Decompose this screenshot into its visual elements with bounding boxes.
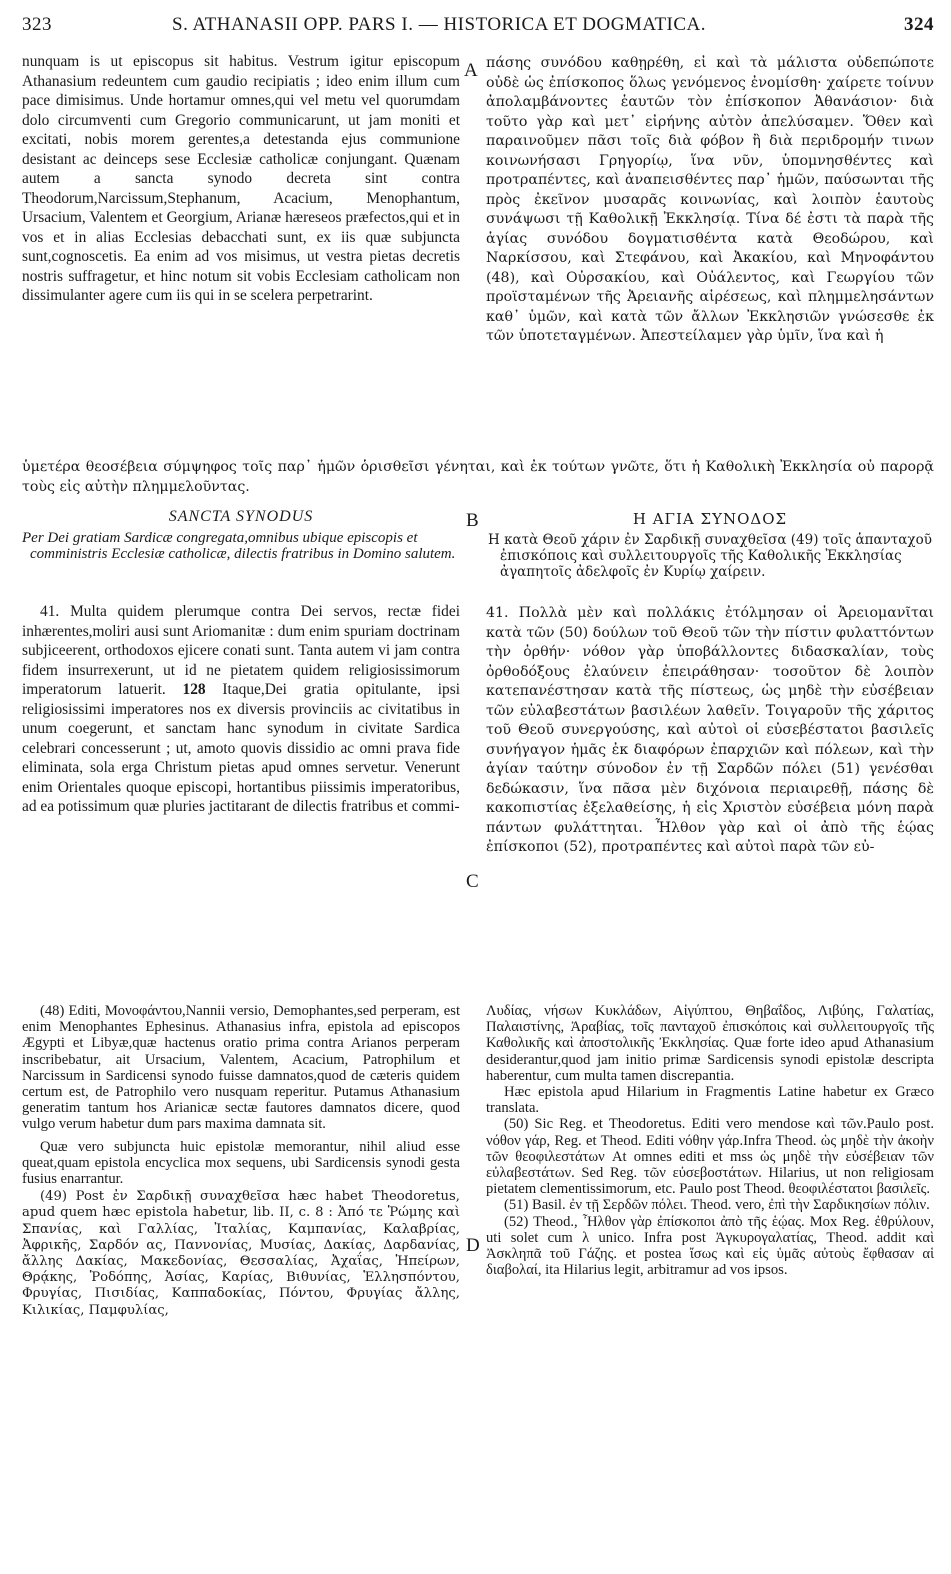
note-52: (52) Theod., Ἦλθον γὰρ ἐπίσκοποι ἀπὸ τῆς ἑῴας. Mox Reg. ἐθρύλουν, uti solet cum λ unico. Infra post Ἀγκυρογαλατίας, Theod. addit καὶ Ἀσκληπᾶ τοῦ Γάζης. et postea ἴσως καὶ εἰς ὑμᾶς αὐτοὺς ἔφθασαν αἱ διαβολαί, ita Hilarius legit, arbitramur ad vos ipsos.: [486, 1213, 934, 1279]
running-title: S. ATHANASII OPP. PARS I. — HISTORICA ET DOGMATICA.: [172, 14, 707, 35]
latin-paragraph-a: nunquam is ut episcopus sit habitus. Vestrum igitur episcopum Athanasium redeuntem cum gaudio recipiatis ; ideo enim illum cum pace dimisimus. Unde hortamur omnes,qui vel metu vel quorumdam dolo circumventi cum Gregorio communicarunt, ut jam moniti et excitati, nobis morem gerentes,a detestanda ejus communione desistant ac deinceps sese Ecclesiæ catholicæ conjungant. Quænam autem a sancta synodo decreta sint contra Theodorum,Narcissum,Stephanum, Acacium, Menophantum, Ursacium, Valentem et Georgium, Arianæ hæreseos præfectos,qui et in vos et in alias Ecclesias debacchati sunt, ex iis quæ subjuncta sunt,cognoscetis. Ea enim ad vos misimus, ut vestra pietas decretis nostris suffragetur, et hinc notum sit vobis Ecclesiam catholicam non dissimulanter agere cum iis qui in se scelera perpetrarint.: [22, 53, 460, 304]
margin-letter-d: D: [466, 1235, 480, 1256]
greek-title: Η ΑΓΙΑ ΣΥΝΟΔΟΣ: [632, 510, 788, 528]
greek-paragraph-a: πάσης συνόδου καθῃρέθη, εἰ καὶ τὰ μάλιστα οὐδεπώποτε οὐδὲ ὡς ἐπίσκοπος ὅλως γενόμενος ἐνομίσθη· χαίρετε τοίνυν ἀπολαμβάνοντες ἑαυτῶν τὸν ἐπίσκοπον Ἀθανάσιον· διὰ τοῦτο γὰρ καὶ μετ᾽ εἰρήνης αὐτὸν ἀπελύσαμεν. Ὅθεν καὶ παραινοῦμεν πᾶσι τοῖς διὰ φόβον ἢ διὰ περιδρομήν τινων κοινωνήσασι Γρηγορίῳ, ἵνα νῦν, ὑπομνησθέντες καὶ προτραπέντες, καὶ ἀναπεισθέντες παρ᾽ ἡμῶν, παύσωνται τῆς πρὸς ἐκεῖνον μυσαρᾶς κοινωνίας, καὶ λοιπὸν ἑαυτοὺς συνάψωσι τῇ Καθολικῇ Ἐκκλησίᾳ. Τίνα δέ ἐστι τὰ παρὰ τῆς ἁγίας συνόδου δογματισθέντα κατὰ Θεοδώρου, καὶ Ναρκίσσου, καὶ Στεφάνου, καὶ Ἀκακίου, καὶ Μηνοφάντου (48), καὶ Οὐρσακίου, καὶ Οὐάλεντος, καὶ Γεωργίου τῶν προϊσταμένων τῆς Ἀρειανῆς αἱρέσεως, καὶ πλημμελησάντων καθ᾽ ὑμῶν, καὶ κατὰ τῶν ἄλλων Ἐκκλησιῶν γνώσεσθε ἐκ τῶν ὑποτεταγμένων. Ἀπεστείλαμεν γὰρ ὑμῖν, ἵνα καὶ ἡ: [486, 55, 934, 344]
greek-column-body: [486, 604, 934, 858]
latin-column-body: [22, 602, 460, 817]
latin-paragraph-41: [22, 602, 460, 817]
greek-paragraph-41: 41. Πολλὰ μὲν καὶ πολλάκις ἐτόλμησαν οἱ Ἀρειομανῖται κατὰ τῶν (50) δούλων τοῦ Θεοῦ τῶν τὴν πίστιν φυλαττόντων τὴν ὀρθήν· νόθον γὰρ ὑποβάλλοντες διδασκαλίαν, τοὺς ὀρθοδόξους ἐλαύνειν ἐπειράθησαν· τοσοῦτον δὲ λοιπὸν κατεπανέστησαν κατὰ τῆς πίστεως, ὡς μηδὲ τὴν εὐσέβειαν τῶν εὐλαβεστάτων βασιλέων λαθεῖν. Τοιγαροῦν τῆς χάριτος τοῦ Θεοῦ συνεργούσης, καὶ αὐτοὶ οἱ εὐσεβέστατοι βασιλεῖς συνήγαγον ἡμᾶς ἐκ διαφόρων ἐπαρχιῶν καὶ πόλεων, καὶ τὴν ἁγίαν ταύτην σύνοδον ἐν τῇ Σαρδῶν πόλει (51) γενέσθαι δεδώκασιν, ἵνα πᾶσα μὲν διχόνοια περιαιρεθῇ, πάσης δὲ κακοπιστίας ἐξελαθείσης, ἡ εἰς Χριστὸν εὐσέβεια μόνη παρὰ πάντων φυλάττηται. Ἦλθον γὰρ καὶ οἱ ἀπὸ τῆς ἑῴας ἐπίσκοποι (52), προτραπέντες καὶ αὐτοὶ παρὰ τῶν εὐ-: [486, 605, 934, 855]
note-49-continued: Λυδίας, νήσων Κυκλάδων, Αἰγύπτου, Θηβαΐδος, Λιβύης, Γαλατίας, Παλαιστίνης, Ἀραβίας, τοῖς πανταχοῦ ἐπισκόποις καὶ συλλειτουργοῖς τῆς Καθολικῆς καὶ ἀποστολικῆς Ἐκκλησίας. Quæ forte ideo apud Athanasium desiderantur,quod jam initio primæ Sardicensis synodi epistolæ descripta haberentur, cum multa tamen discrepantia.: [486, 1003, 934, 1084]
greek-wide-text: ὑμετέρα θεοσέβεια σύμψηφος τοῖς παρ᾽ ἡμῶν ὁρισθεῖσι γένηται, καὶ ἐκ τούτων γνῶτε, ὅτι ἡ Καθολικὴ Ἐκκλησία οὐ παρορᾷ τοὺς εἰς αὐτὴν πλημμελοῦντας.: [22, 459, 934, 495]
note-48-continued: Quæ vero subjuncta huic epistolæ memorantur, nihil aliud esse queat,quam epistola encyclica mox sequens, ubi Sardicensis synodi gesta fusius enarrantur.: [22, 1138, 460, 1188]
page-number-right: 324: [904, 14, 934, 35]
page-marker: 128: [182, 681, 206, 698]
note-51: (51) Basil. ἐν τῇ Σερδῶν πόλει. Theod. vero, ἐπὶ τὴν Σαρδικησίων πόλιν.: [504, 1197, 930, 1214]
margin-letter-a: A: [464, 60, 478, 81]
running-header: [22, 14, 934, 42]
note-48: (48) Editi, Μονοφάντου,Nannii versio, Demophantes,sed perperam, est enim Menophantes Ephesinus. Athanasius infra, epistola ad episcopos Ægypti et Libyæ,quæ hactenus oratio prima contra Arianos perperam inscribebatur, ait Ursacium, Valentem, Acacium, Patrophilum et Narcissum in Sardicensi synodo fuisse damnatos,quod de cæteris quidem certum est, de Patrophilo vero nusquam reperitur. Putamus Athanasium generatim tantum hos Arianicæ sectæ fautores damnatos dicere, quod vulgo verum habetur dum pars maxima damnata sit.: [22, 1003, 460, 1133]
latin-column-top: [22, 52, 460, 306]
note-49: (49) Post ἐν Σαρδικῇ συναχθεῖσα hæc habet Theodoretus, apud quem hæc epistola habetur, lib. II, c. 8 : Ἀπό τε Ῥώμης καὶ Σπανίας, καὶ Γαλλίας, Ἰταλίας, Καμπανίας, Καλαβρίας, Ἀφρικῆς, Σαρδόν ας, Παννονίας, Μυσίας, Δακίας, Δαρδανίας, ἄλλης Δακίας, Μακεδονίας, Θεσσαλίας, Ἀχαΐας, Ἠπείρων, Θρᾴκης, Ῥοδόπης, Ἀσίας, Καρίας, Βιθυνίας, Ἑλλησπόντου, Φρυγίας, Πισιδίας, Καππαδοκίας, Πόντου, Φρυγίας ἄλλης, Κιλικίας, Παμφυλίας,: [22, 1189, 460, 1318]
greek-salutation: Η κατὰ Θεοῦ χάριν ἐν Σαρδικῇ συναχθεῖσα (49) τοῖς ἁπανταχοῦ ἐπισκόποις καὶ συλλειτουργοῖς τῆς Καθολικῆς Ἐκκλησίας ἀγαπητοῖς ἀδελφοῖς ἐν Κυρίῳ χαίρειν.: [488, 532, 932, 580]
page-number-left: 323: [22, 14, 52, 35]
margin-letter-c: C: [466, 871, 479, 892]
notes-right: [486, 1003, 934, 1278]
note-50: (50) Sic Reg. et Theodoretus. Editi vero mendose καὶ τῶν.Paulo post. νόθον γάρ, Reg. et Theod. Editi νόθην γάρ.Infra Theod. ὡς μηδὲ τὴν ἀκοὴν τῶν θεοφιλεστάτων At omnes editi et mss ὡς μηδὲ τὴν εὐσέβειαν τῶν εὐλαβεστάτων. Sed Reg. τῶν εὐσεβοστάτων. Hilarius, ut non religiosam pietatem clementissimorum, etc. Paulo post Theod. θεοφιλέστατοι βασιλεῖς.: [486, 1116, 934, 1198]
greek-wide-line: [22, 458, 934, 497]
greek-column-top: [486, 54, 934, 347]
greek-heading-block: [486, 510, 934, 580]
margin-letter-b: B: [466, 510, 479, 531]
latin-salutation: Per Dei gratiam Sardicæ congregata,omnibus ubique episcopis et comministris Ecclesiæ catholicæ, dilectis fratribus in Domino salutem.: [22, 530, 456, 562]
notes-left: [22, 1003, 460, 1319]
latin-title: SANCTA SYNODUS: [168, 508, 314, 525]
latin-body-2: Itaque,Dei gratia opitulante, ipsi religiosissimi imperatores nos ex diversis provinciis ac civitatibus in unum coegerunt, et sanctam hanc synodum in civitate Sardica celebrari concesserunt ; ut, amoto quovis dissidio ac omni prava fide eliminata, sola erga Christum pietas apud omnes servetur. Venerunt enim Orientales quoque episcopi, hortantibus piissimis imperatoribus, ad ea potissimum quæ pluries jactitarant de dilectis fratribus et commi-: [22, 681, 460, 815]
latin-body-1: 41. Multa quidem plerumque contra Dei servos, rectæ fidei inhærentes,moliri ausi sunt Ariomanitæ : dum enim spuriam doctrinam subjiceerent, orthodoxos ejicere conati sunt. Tanta autem vi jam contra fidem insurrexerunt, ut id ne pietatem quidem religiosissimorum imperatorum latuerit.: [22, 603, 460, 698]
note-49-hilarius: Hæc epistola apud Hilarium in Fragmentis Latine habetur ex Græco translata.: [486, 1084, 934, 1117]
latin-heading-block: [22, 508, 460, 562]
